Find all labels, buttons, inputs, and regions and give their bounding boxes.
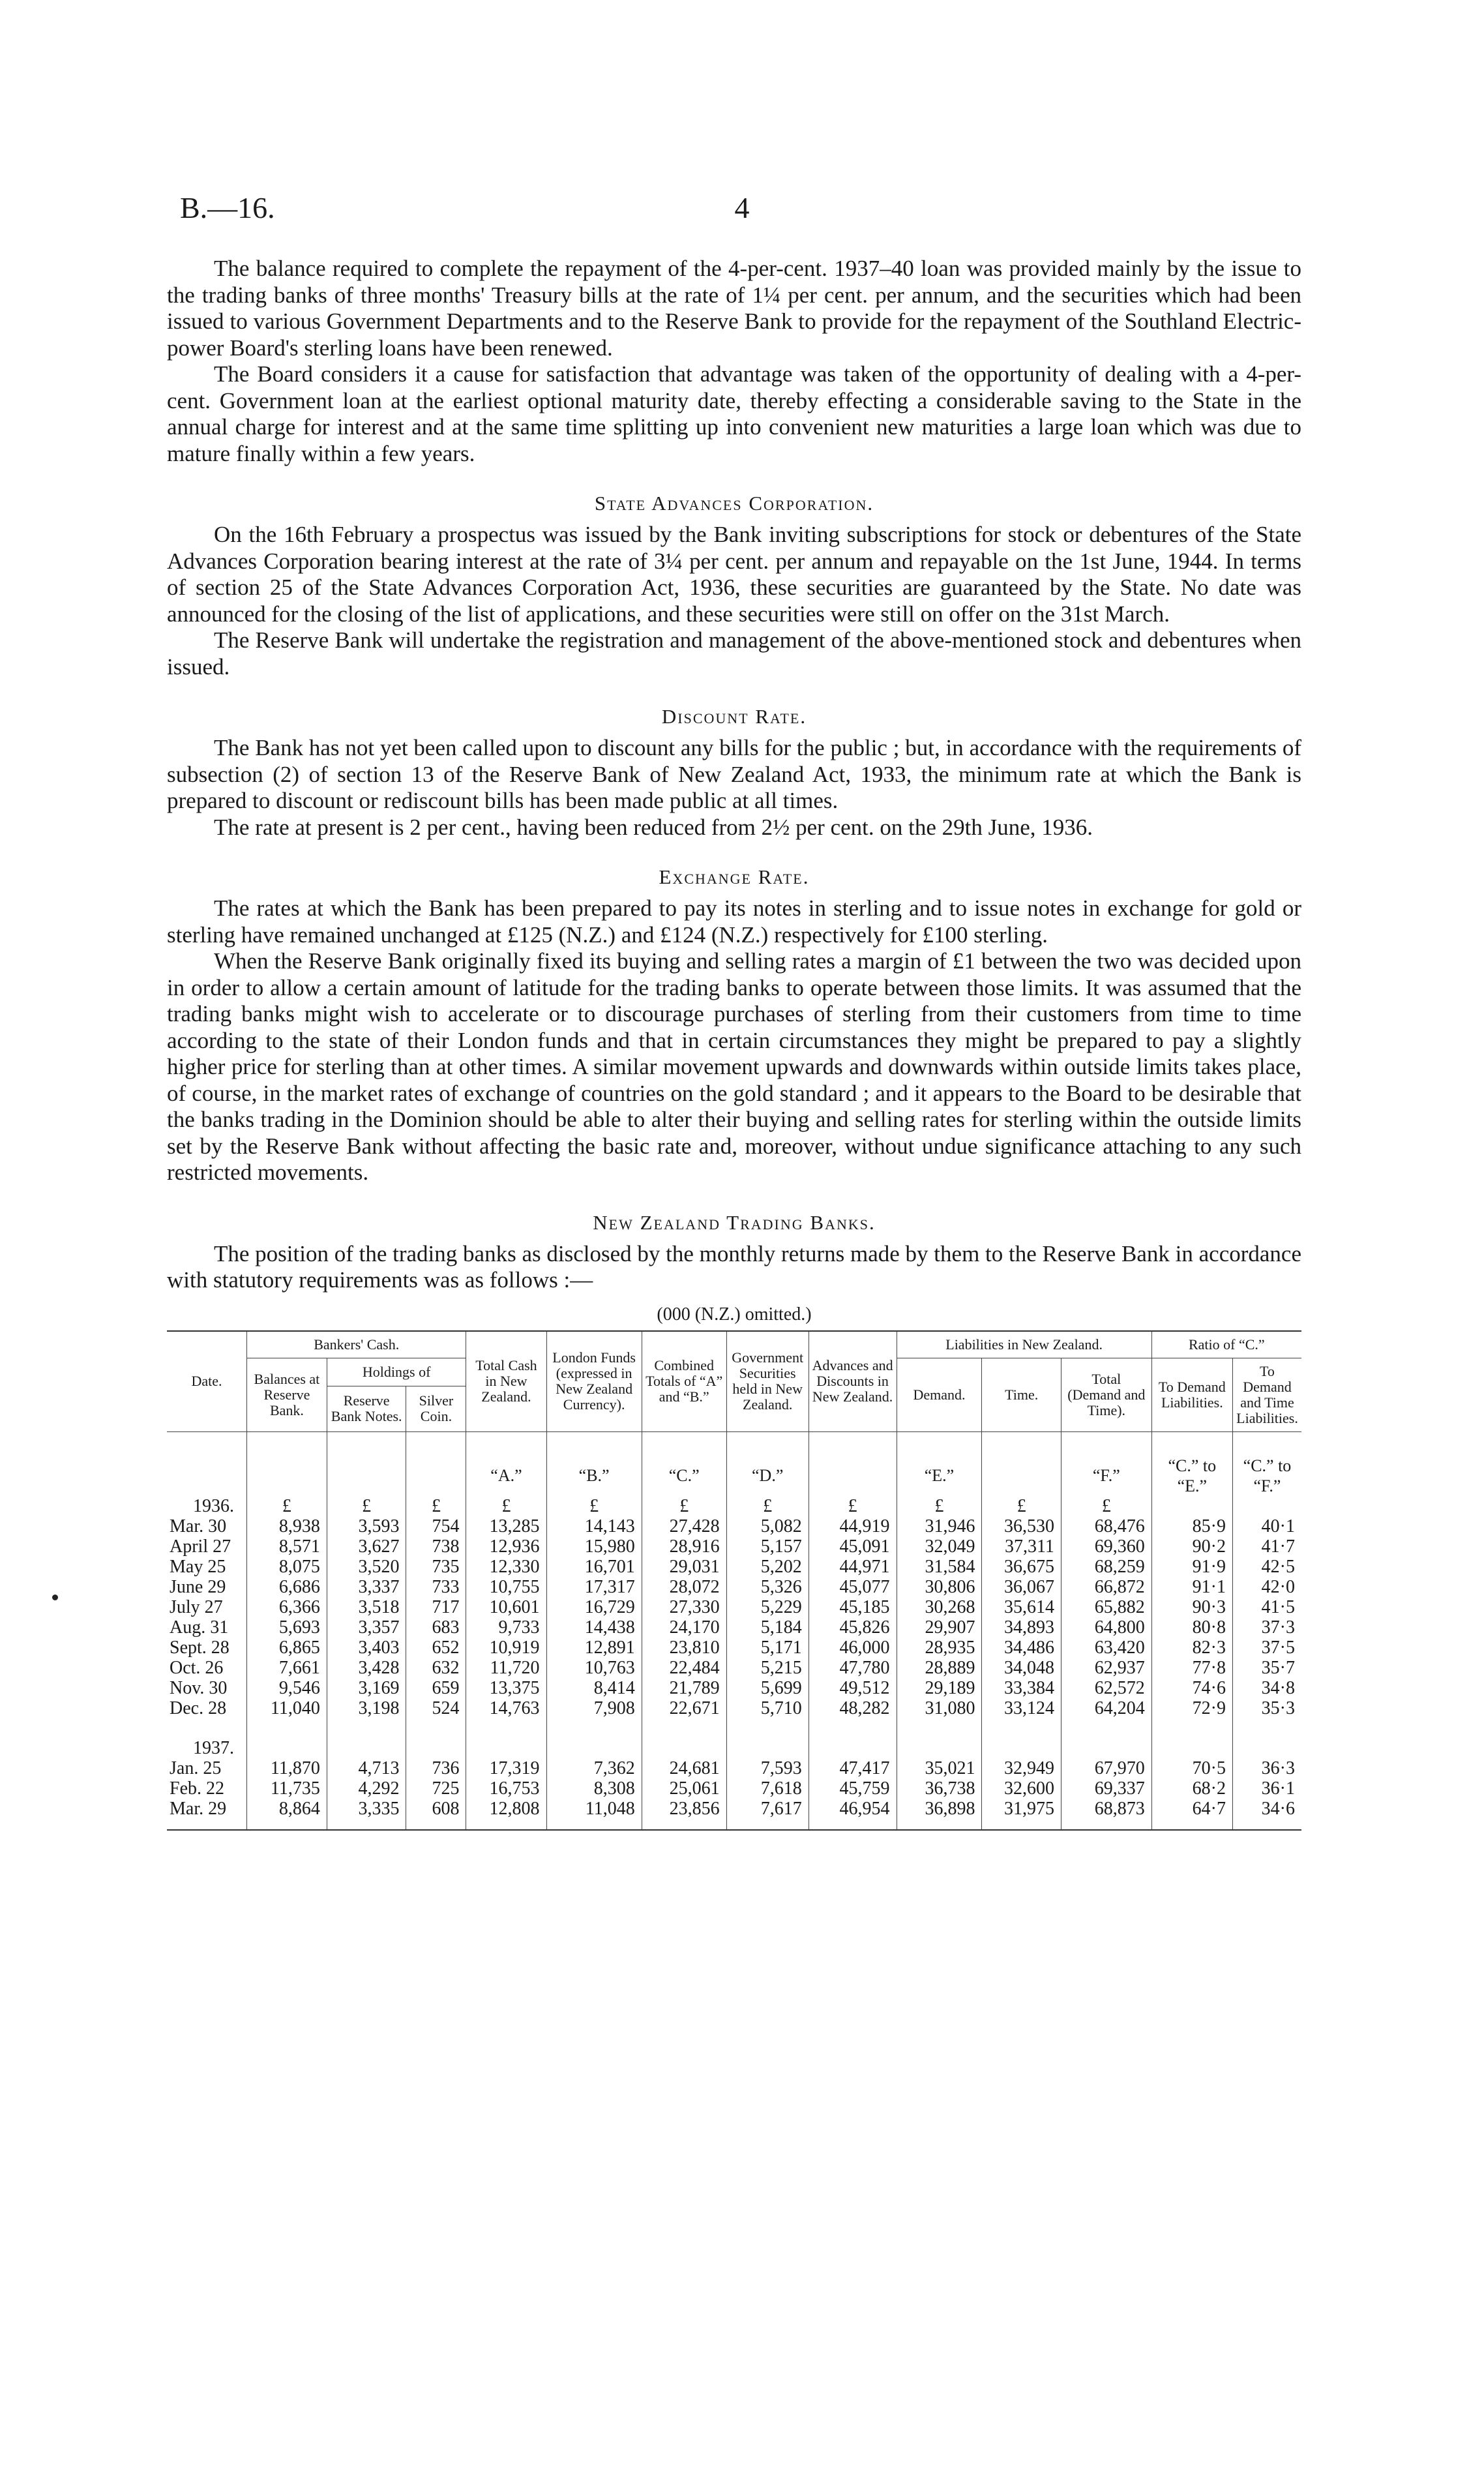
table-cell: 652	[406, 1638, 466, 1658]
table-cell: 12,330	[466, 1557, 546, 1577]
table-cell: 27,330	[642, 1597, 726, 1617]
table-cell: 65,882	[1061, 1597, 1151, 1617]
paragraph: The rates at which the Bank has been prepared to pay its notes in sterling and to issue notes in exchange for gold or sterling have remained unchanged at £125 (N.Z.) and £124 (N.Z.) respectively for £100 sterling.	[167, 895, 1301, 948]
table-units-note: (000 (N.Z.) omitted.)	[657, 1304, 812, 1325]
table-cell: 3,520	[327, 1557, 406, 1577]
table-cell: 16,701	[546, 1557, 642, 1577]
row-date-cell: Sept. 28	[170, 1637, 230, 1658]
table-row	[167, 1658, 1301, 1678]
year-label: 1937.	[193, 1737, 234, 1758]
table-cell: 31,946	[897, 1516, 982, 1536]
table-cell: 36,067	[982, 1577, 1061, 1597]
table-cell: 733	[406, 1577, 466, 1597]
unit-cell: £	[726, 1496, 809, 1516]
table-cell: 28,916	[642, 1536, 726, 1557]
table-cell: 17,317	[546, 1577, 642, 1597]
table-cell: 42·5	[1232, 1557, 1301, 1577]
table-cell: 14,438	[546, 1617, 642, 1638]
table-cell: 10,919	[466, 1638, 546, 1658]
table-cell: 738	[406, 1536, 466, 1557]
header-bankers-cash: Bankers' Cash.	[247, 1331, 466, 1358]
table-cell: 35·7	[1232, 1658, 1301, 1678]
letter-cell	[167, 1431, 247, 1496]
table-cell: 25,061	[642, 1778, 726, 1799]
table-cell: 44,971	[809, 1557, 897, 1577]
table-cell: 14,143	[546, 1516, 642, 1536]
table-cell: 28,935	[897, 1638, 982, 1658]
unit-cell: £	[247, 1496, 327, 1516]
table-cell: 15,980	[546, 1536, 642, 1557]
header-liabilities: Liabilities in New Zealand.	[897, 1331, 1151, 1358]
table-cell: 31,584	[897, 1557, 982, 1577]
table-cell: 5,202	[726, 1557, 809, 1577]
trading-banks-table	[167, 1330, 1301, 1831]
table-cell: 6,366	[247, 1597, 327, 1617]
unit-cell: £	[327, 1496, 406, 1516]
table-cell: 5,082	[726, 1516, 809, 1536]
paragraph: The Board considers it a cause for satisfaction that advantage was taken of the opportunity of dealing with a 4-per-cent. Government loan at the earliest optional maturity date, thereby effecting a considerable saving to the State in the annual charge for interest and at the same time splitting up into convenient new maturities a large loan which was due to mature finally within a few years.	[167, 361, 1301, 466]
letter-cell	[327, 1431, 406, 1496]
table-cell: 24,681	[642, 1758, 726, 1778]
table-cell: 64·7	[1151, 1799, 1232, 1830]
table-cell: 23,810	[642, 1638, 726, 1658]
table-cell: 683	[406, 1617, 466, 1638]
table-cell: 608	[406, 1799, 466, 1830]
table-cell: 49,512	[809, 1678, 897, 1698]
year-row-1937	[167, 1738, 1301, 1758]
document-body	[167, 256, 1301, 1831]
row-date-cell: Oct. 26	[170, 1657, 224, 1678]
table-cell: 28,889	[897, 1658, 982, 1678]
table-cell: 37·3	[1232, 1617, 1301, 1638]
table-cell: 45,077	[809, 1577, 897, 1597]
table-cell: 31,080	[897, 1698, 982, 1718]
table-cell: 8,414	[546, 1678, 642, 1698]
table-cell: 77·8	[1151, 1658, 1232, 1678]
column-letter-row	[167, 1431, 1301, 1496]
section-heading-exchange-rate: Exchange Rate.	[659, 865, 810, 888]
header-total-liabilities: Total (Demand and Time).	[1061, 1358, 1151, 1431]
table-cell: 36,738	[897, 1778, 982, 1799]
table-row	[167, 1617, 1301, 1638]
table-cell: 13,375	[466, 1678, 546, 1698]
table-cell: 46,954	[809, 1799, 897, 1830]
table-cell: 62,937	[1061, 1658, 1151, 1678]
table-cell: 34,048	[982, 1658, 1061, 1678]
paragraph: The rate at present is 2 per cent., having been reduced from 2½ per cent. on the 29th June, 1936.	[214, 814, 1093, 840]
table-cell: 5,229	[726, 1597, 809, 1617]
table-cell: 68,259	[1061, 1557, 1151, 1577]
table-cell: 10,763	[546, 1658, 642, 1678]
table-cell: 754	[406, 1516, 466, 1536]
table-cell: 41·5	[1232, 1597, 1301, 1617]
header-london-funds: London Funds (expressed in New Zealand Currency).	[546, 1331, 642, 1432]
table-cell: 3,357	[327, 1617, 406, 1638]
table-cell: 3,593	[327, 1516, 406, 1536]
header-to-demand-and-time: To Demand and Time Liabilities.	[1232, 1358, 1301, 1431]
table-cell: 66,872	[1061, 1577, 1151, 1597]
table-cell: 67,970	[1061, 1758, 1151, 1778]
table-cell: 735	[406, 1557, 466, 1577]
table-cell: 16,753	[466, 1778, 546, 1799]
margin-dot	[52, 1595, 58, 1600]
table-cell: 37·5	[1232, 1638, 1301, 1658]
table-cell: 34,893	[982, 1617, 1061, 1638]
table-row	[167, 1638, 1301, 1658]
table-cell: 11,720	[466, 1658, 546, 1678]
table-cell: 45,091	[809, 1536, 897, 1557]
table-cell: 8,308	[546, 1778, 642, 1799]
table-cell: 6,686	[247, 1577, 327, 1597]
table-cell: 40·1	[1232, 1516, 1301, 1536]
unit-cell: £	[982, 1496, 1061, 1516]
table-cell: 36,530	[982, 1516, 1061, 1536]
row-date-cell: June 29	[170, 1576, 226, 1597]
table-cell: 5,157	[726, 1536, 809, 1557]
unit-cell: £	[809, 1496, 897, 1516]
table-cell: 47,780	[809, 1658, 897, 1678]
table-cell: 7,593	[726, 1758, 809, 1778]
table-cell: 85·9	[1151, 1516, 1232, 1536]
table-cell: 3,337	[327, 1577, 406, 1597]
table-cell: 17,319	[466, 1758, 546, 1778]
paragraph: The balance required to complete the repayment of the 4-per-cent. 1937–40 loan was provided mainly by the issue to the trading banks of three months' Treasury bills at the rate of 1¼ per cent. per annum, and the securities which had been issued to various Government Departments and to the Reserve Bank to provide for the repayment of the Southland Electric-power Board's sterling loans have been renewed.	[167, 256, 1301, 361]
table-cell: 12,891	[546, 1638, 642, 1658]
table-cell: 90·2	[1151, 1536, 1232, 1557]
table-cell: 7,618	[726, 1778, 809, 1799]
table-cell: 32,600	[982, 1778, 1061, 1799]
letter-cell	[809, 1431, 897, 1496]
table-cell: 70·5	[1151, 1758, 1232, 1778]
table-cell: 24,170	[642, 1617, 726, 1638]
letter-cell: “C.” to “E.”	[1151, 1431, 1232, 1496]
header-combined-totals: Combined Totals of “A” and “B.”	[642, 1331, 726, 1432]
table-row	[167, 1778, 1301, 1799]
table-cell: 36,898	[897, 1799, 982, 1830]
table-cell: 3,169	[327, 1678, 406, 1698]
table-cell: 725	[406, 1778, 466, 1799]
table-cell: 8,938	[247, 1516, 327, 1536]
table-cell: 14,763	[466, 1698, 546, 1718]
table-cell: 34·8	[1232, 1678, 1301, 1698]
table-cell: 74·6	[1151, 1678, 1232, 1698]
table-cell: 35,021	[897, 1758, 982, 1778]
section-heading-trading-banks: New Zealand Trading Banks.	[593, 1210, 876, 1234]
table-cell: 5,171	[726, 1638, 809, 1658]
table-cell: 7,362	[546, 1758, 642, 1778]
table-cell: 9,546	[247, 1678, 327, 1698]
table-cell: 90·3	[1151, 1597, 1232, 1617]
header-total-cash: Total Cash in New Zealand.	[466, 1331, 546, 1432]
letter-cell	[247, 1431, 327, 1496]
row-date-cell: May 25	[170, 1556, 226, 1577]
letter-cell: “F.”	[1061, 1431, 1151, 1496]
table-cell: 10,601	[466, 1597, 546, 1617]
table-cell: 48,282	[809, 1698, 897, 1718]
section-heading-discount-rate: Discount Rate.	[661, 705, 807, 728]
table-cell: 34,486	[982, 1638, 1061, 1658]
header-silver-coin: Silver Coin.	[406, 1386, 466, 1431]
table-row	[167, 1799, 1301, 1830]
row-date-cell: April 27	[170, 1536, 231, 1557]
table-cell: 27,428	[642, 1516, 726, 1536]
table-cell: 72·9	[1151, 1698, 1232, 1718]
row-date-cell: Jan. 25	[170, 1758, 222, 1778]
table-cell: 69,337	[1061, 1778, 1151, 1799]
table-cell: 21,789	[642, 1678, 726, 1698]
table-cell: 3,627	[327, 1536, 406, 1557]
letter-cell: “E.”	[897, 1431, 982, 1496]
table-cell: 8,864	[247, 1799, 327, 1830]
row-date-cell: Aug. 31	[170, 1617, 229, 1638]
table-row	[167, 1678, 1301, 1698]
table-cell: 36·3	[1232, 1758, 1301, 1778]
table-cell: 5,693	[247, 1617, 327, 1638]
table-cell: 46,000	[809, 1638, 897, 1658]
table-spacer-row	[167, 1718, 1301, 1738]
table-cell: 659	[406, 1678, 466, 1698]
header-advances: Advances and Discounts in New Zealand.	[809, 1331, 897, 1432]
table-row	[167, 1758, 1301, 1778]
table-cell: 3,428	[327, 1658, 406, 1678]
table-cell: 29,189	[897, 1678, 982, 1698]
table-cell: 7,908	[546, 1698, 642, 1718]
letter-cell: “A.”	[466, 1431, 546, 1496]
header-government-securities: Government Securities held in New Zealand.	[726, 1331, 809, 1432]
table-cell: 12,936	[466, 1536, 546, 1557]
row-date-cell: Dec. 28	[170, 1698, 227, 1718]
table-cell: 32,949	[982, 1758, 1061, 1778]
table-cell: 42·0	[1232, 1577, 1301, 1597]
table-cell: 29,031	[642, 1557, 726, 1577]
table-cell: 11,735	[247, 1778, 327, 1799]
letter-cell	[982, 1431, 1061, 1496]
table-cell: 45,826	[809, 1617, 897, 1638]
row-date-cell: Mar. 29	[167, 1799, 247, 1830]
row-date-cell: Feb. 22	[170, 1778, 224, 1799]
paragraph: The Bank has not yet been called upon to discount any bills for the public ; but, in accordance with the requirements of subsection (2) of section 13 of the Reserve Bank of New Zealand Act, 1933, the minimum rate at which the Bank is prepared to discount or rediscount bills has been made public at all times.	[167, 735, 1301, 813]
table-cell: 8,571	[247, 1536, 327, 1557]
paragraph: The position of the trading banks as disclosed by the monthly returns made by them to the Reserve Bank in accordance with statutory requirements was as follows :—	[167, 1240, 1301, 1293]
table-cell: 632	[406, 1658, 466, 1678]
table-cell: 62,572	[1061, 1678, 1151, 1698]
paragraph: When the Reserve Bank originally fixed its buying and selling rates a margin of £1 between the two was decided upon in order to allow a certain amount of latitude for the trading banks to operate between those limits. It was assumed that the trading banks might wish to accelerate or to discourage purchases of sterling from their customers from time to time according to the state of their London funds and that in certain circumstances they might be prepared to pay a slightly higher price for sterling than at other times. A similar movement upwards and downwards within outside limits takes place, of course, in the market rates of exchange of countries on the gold standard ; and it appears to the Board to be desirable that the banks trading in the Dominion should be able to alter their buying and selling rates for sterling within the outside limits set by the Reserve Bank without affecting the basic rate and, moreover, without undue significance attaching to any such restricted movements.	[167, 948, 1301, 1185]
header-reserve-bank-notes: Reserve Bank Notes.	[327, 1386, 406, 1431]
table-cell: 5,710	[726, 1698, 809, 1718]
year-label: 1936.	[193, 1495, 234, 1516]
table-cell: 7,617	[726, 1799, 809, 1830]
table-cell: 3,518	[327, 1597, 406, 1617]
table-cell: 5,699	[726, 1678, 809, 1698]
table-cell: 34·6	[1232, 1799, 1301, 1830]
header-to-demand: To Demand Liabilities.	[1151, 1358, 1232, 1431]
table-cell: 524	[406, 1698, 466, 1718]
table-cell: 64,800	[1061, 1617, 1151, 1638]
table-cell: 9,733	[466, 1617, 546, 1638]
table-row	[167, 1577, 1301, 1597]
table-row	[167, 1557, 1301, 1577]
table-cell: 30,268	[897, 1597, 982, 1617]
table-cell: 82·3	[1151, 1638, 1232, 1658]
header-time: Time.	[982, 1358, 1061, 1431]
letter-cell: “C.” to “F.”	[1232, 1431, 1301, 1496]
table-cell: 69,360	[1061, 1536, 1151, 1557]
table-row	[167, 1536, 1301, 1557]
table-cell: 64,204	[1061, 1698, 1151, 1718]
header-holdings-of: Holdings of	[327, 1358, 466, 1386]
paragraph: The Reserve Bank will undertake the registration and management of the above-mentioned stock and debentures when issued.	[167, 627, 1301, 680]
table-cell: 3,403	[327, 1638, 406, 1658]
year-row-1936	[167, 1496, 1301, 1516]
table-cell: 45,185	[809, 1597, 897, 1617]
table-cell: 45,759	[809, 1778, 897, 1799]
table-cell: 11,048	[546, 1799, 642, 1830]
table-cell: 6,865	[247, 1638, 327, 1658]
page-header	[180, 190, 1304, 230]
table-row	[167, 1698, 1301, 1718]
table-cell: 16,729	[546, 1597, 642, 1617]
table-cell: 33,384	[982, 1678, 1061, 1698]
table-cell: 44,919	[809, 1516, 897, 1536]
table-cell: 63,420	[1061, 1638, 1151, 1658]
table-cell: 5,215	[726, 1658, 809, 1678]
table-row	[167, 1516, 1301, 1536]
table-body	[167, 1431, 1301, 1830]
table-cell: 12,808	[466, 1799, 546, 1830]
letter-cell: “B.”	[546, 1431, 642, 1496]
table-cell: 5,326	[726, 1577, 809, 1597]
table-cell: 29,907	[897, 1617, 982, 1638]
section-heading-state-advances: State Advances Corporation.	[594, 492, 874, 515]
table-cell: 11,040	[247, 1698, 327, 1718]
table-cell: 91·9	[1151, 1557, 1232, 1577]
table-cell: 717	[406, 1597, 466, 1617]
table-cell: 7,661	[247, 1658, 327, 1678]
table-cell: 23,856	[642, 1799, 726, 1830]
table-cell: 80·8	[1151, 1617, 1232, 1638]
table-cell: 37,311	[982, 1536, 1061, 1557]
table-cell: 36·1	[1232, 1778, 1301, 1799]
paragraph: On the 16th February a prospectus was issued by the Bank inviting subscriptions for stock or debentures of the State Advances Corporation bearing interest at the rate of 3¼ per cent. per annum and repayable on the 1st June, 1944. In terms of section 25 of the State Advances Corporation Act, 1936, these securities are guaranteed by the State. No date was announced for the closing of the list of applications, and these securities were still on offer on the 31st March.	[167, 522, 1301, 627]
row-date-cell: Nov. 30	[170, 1677, 228, 1698]
header-balances: Balances at Reserve Bank.	[247, 1358, 327, 1431]
unit-cell: £	[466, 1496, 546, 1516]
table-cell: 35,614	[982, 1597, 1061, 1617]
table-cell: 35·3	[1232, 1698, 1301, 1718]
table-cell: 10,755	[466, 1577, 546, 1597]
page-number: 4	[734, 191, 750, 224]
table-cell: 736	[406, 1758, 466, 1778]
table-cell: 28,072	[642, 1577, 726, 1597]
letter-cell: “D.”	[726, 1431, 809, 1496]
unit-cell: £	[1061, 1496, 1151, 1516]
header-date: Date.	[167, 1331, 247, 1432]
table-cell: 41·7	[1232, 1536, 1301, 1557]
table-cell: 68,873	[1061, 1799, 1151, 1830]
letter-cell	[406, 1431, 466, 1496]
header-ratio-of-c: Ratio of “C.”	[1151, 1331, 1301, 1358]
row-date-cell: Mar. 30	[170, 1516, 227, 1536]
table-cell: 68·2	[1151, 1778, 1232, 1799]
document-reference: B.—16.	[180, 191, 275, 224]
table-cell: 47,417	[809, 1758, 897, 1778]
unit-cell: £	[546, 1496, 642, 1516]
letter-cell: “C.”	[642, 1431, 726, 1496]
table-cell: 32,049	[897, 1536, 982, 1557]
table-cell: 8,075	[247, 1557, 327, 1577]
table-cell: 36,675	[982, 1557, 1061, 1577]
table-cell: 68,476	[1061, 1516, 1151, 1536]
table-cell: 22,484	[642, 1658, 726, 1678]
table-cell: 5,184	[726, 1617, 809, 1638]
table-cell: 4,713	[327, 1758, 406, 1778]
table-cell: 30,806	[897, 1577, 982, 1597]
table-cell: 13,285	[466, 1516, 546, 1536]
table-row	[167, 1597, 1301, 1617]
table-cell: 4,292	[327, 1778, 406, 1799]
table-cell: 22,671	[642, 1698, 726, 1718]
table-cell: 33,124	[982, 1698, 1061, 1718]
header-demand: Demand.	[897, 1358, 982, 1431]
unit-cell: £	[897, 1496, 982, 1516]
unit-cell: £	[642, 1496, 726, 1516]
table-cell: 11,870	[247, 1758, 327, 1778]
table-cell: 91·1	[1151, 1577, 1232, 1597]
row-date-cell: July 27	[170, 1596, 223, 1617]
unit-cell: £	[406, 1496, 466, 1516]
table-cell: 31,975	[982, 1799, 1061, 1830]
table-cell: 3,335	[327, 1799, 406, 1830]
table-cell: 3,198	[327, 1698, 406, 1718]
